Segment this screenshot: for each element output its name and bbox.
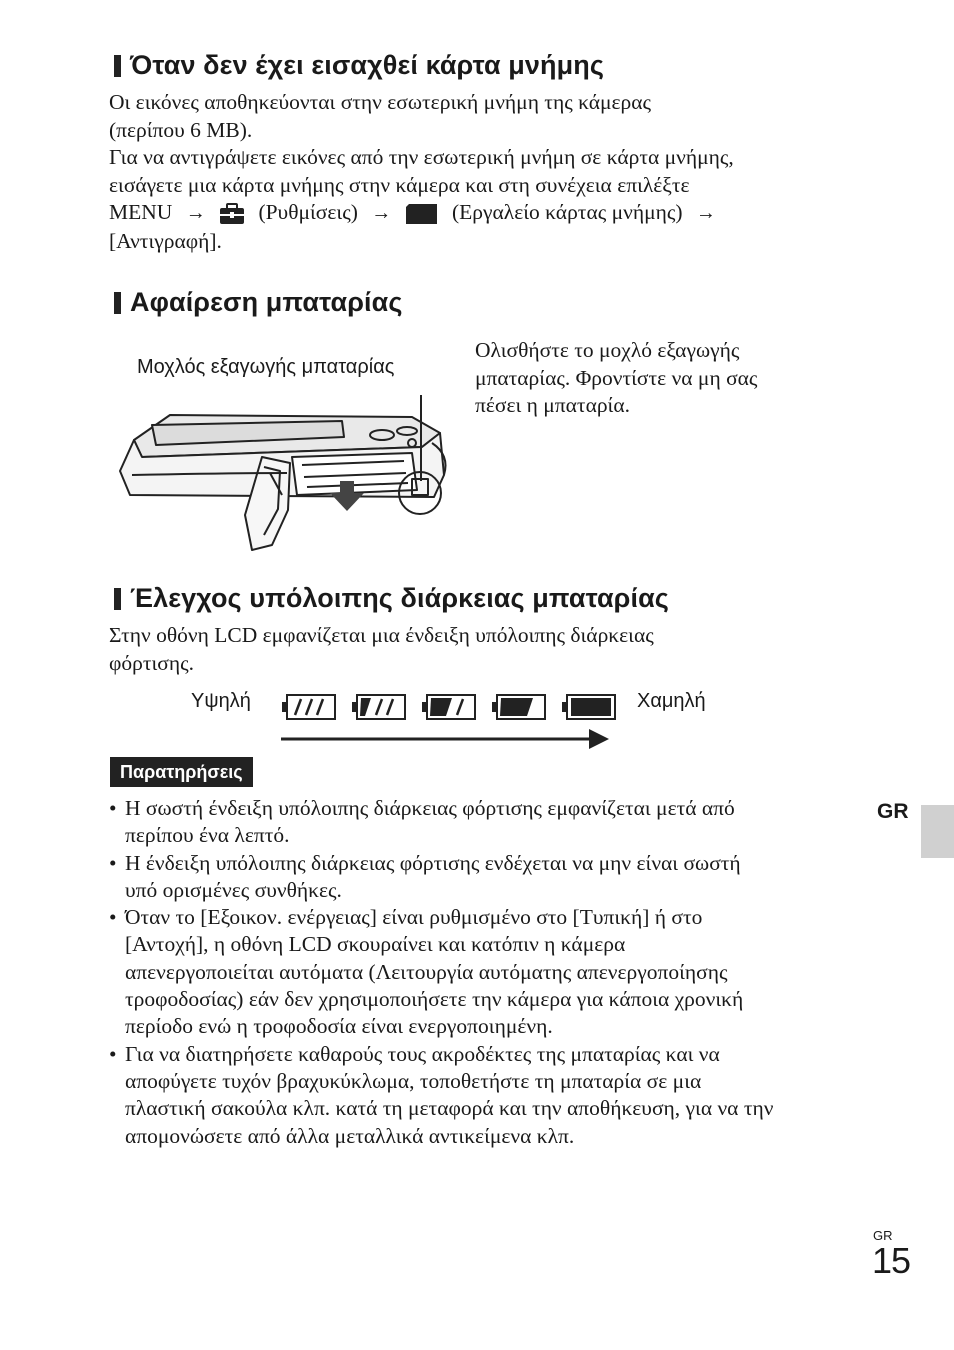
heading-text: Αφαίρεση μπαταρίας — [130, 287, 403, 317]
text-line: [Αντοχή], η οθόνη LCD σκουραίνει και κατόπιν η κάμερα — [125, 932, 626, 957]
text-line: αποφύγετε τυχόν βραχυκύκλωμα, τοποθετήστε τη μπαταρία σε μια — [125, 1068, 702, 1093]
square-marker-icon — [110, 292, 121, 314]
camera-illustration — [112, 385, 457, 555]
heading-remove-battery — [110, 287, 402, 318]
battery-icon — [421, 693, 477, 721]
heading-text: Έλεγχος υπόλοιπης διάρκειας μπαταρίας — [130, 583, 669, 613]
toolbox-icon — [219, 203, 245, 225]
text-line: Η σωστή ένδειξη υπόλοιπης διάρκειας φόρτισης εμφανίζεται μετά από — [125, 796, 735, 820]
page-number: 15 — [872, 1240, 911, 1281]
text-line: Ολισθήστε το μοχλό εξαγωγής — [475, 338, 740, 362]
footer-lang: GR — [873, 1228, 893, 1243]
battery-icon — [491, 693, 547, 721]
list-item: • Για να διατηρήσετε καθαρούς τους ακροδέκτες της μπαταρίας και να αποφύγετε τυχόν βραχυκύκλωμα, τοποθετήστε τη μπαταρία σε μια πλαστική σακούλα κλπ. κατά τη μεταφορά και την αποθήκευση, για να την απομονώσετε από άλλα μεταλλικά αντικείμενα κλπ. — [109, 1041, 773, 1150]
copy-item: [Αντιγραφή]. — [109, 228, 222, 253]
battery-icon — [281, 693, 337, 721]
text-line: Για να διατηρήσετε καθαρούς τους ακροδέκτες της μπαταρίας και να — [125, 1041, 720, 1066]
arrow-right-icon — [281, 727, 611, 751]
notes-badge: Παρατηρήσεις — [110, 757, 253, 787]
list-item: • Όταν το [Εξοικον. ενέργειας] είναι ρυθμισμένο στο [Τυπική] ή στο [Αντοχή], η οθόνη LCD σκουραίνει και κατόπιν η κάμερα απενεργοποιείται αυτόματα (Λειτουργία αυτόματης απενεργοποίησης τροφοδοσίας) εάν δεν χρησιμοποιήσετε την κάμερα για κάποια χρονική περίοδο ενώ η τροφοδοσία είναι ενεργοποιημένη. — [109, 904, 773, 1040]
text-line: υπό ορισμένες συνθήκες. — [125, 877, 342, 902]
text-line: απενεργοποιείται αυτόματα (Λειτουργία αυτόματης απενεργοποίησης — [125, 959, 728, 984]
list-item: • Η ένδειξη υπόλοιπης διάρκειας φόρτισης ενδέχεται να μην είναι σωστή υπό ορισμένες συνθήκες. — [109, 850, 773, 905]
arrow-right-icon: → — [185, 202, 206, 224]
arrow-right-icon: → — [695, 202, 716, 224]
paragraph-remove-battery — [475, 337, 757, 420]
side-tab-label: GR — [877, 800, 909, 823]
menu-word: MENU — [109, 200, 173, 224]
text-line: μπαταρίας. Φροντίστε να μη σας — [475, 365, 758, 390]
text-line: απομονώσετε από άλλα μεταλλικά αντικείμενα κλπ. — [125, 1123, 575, 1148]
settings-label: (Ρυθμίσεις) — [258, 200, 358, 224]
menu-path — [109, 199, 734, 228]
notes-list — [109, 795, 773, 1150]
square-marker-icon — [110, 588, 121, 610]
text-line: εισάγετε μια κάρτα μνήμης στην κάμερα και στη συνέχεια επιλέξτε — [109, 172, 690, 197]
card-tool-label: (Εργαλείο κάρτας μνήμης) — [452, 200, 683, 224]
high-label: Υψηλή — [191, 690, 251, 712]
text-line: πλαστική σακούλα κλπ. κατά τη μεταφορά και την αποθήκευση, για να την — [125, 1096, 774, 1121]
text-line: (περίπου 6 MB). — [109, 117, 253, 142]
text-line: φόρτισης. — [109, 650, 195, 675]
text-line: Στην οθόνη LCD εμφανίζεται μια ένδειξη υπόλοιπης διάρκειας — [109, 623, 654, 647]
text-line: περίπου ένα λεπτό. — [125, 823, 290, 848]
list-item: • Η σωστή ένδειξη υπόλοιπης διάρκειας φόρτισης εμφανίζεται μετά από περίπου ένα λεπτό. — [109, 795, 773, 850]
battery-icon — [561, 693, 617, 721]
text-line: Η ένδειξη υπόλοιπης διάρκειας φόρτισης ενδέχεται να μην είναι σωστή — [125, 850, 741, 875]
text-line: Όταν το [Εξοικον. ενέργειας] είναι ρυθμισμένο στο [Τυπική] ή στο — [125, 905, 703, 930]
square-marker-icon — [110, 55, 121, 77]
heading-text: Όταν δεν έχει εισαχθεί κάρτα μνήμης — [130, 50, 604, 80]
text-line: τροφοδοσίας) εάν δεν χρησιμοποιήσετε την κάμερα για κάποια χρονική — [125, 987, 744, 1012]
battery-icon — [351, 693, 407, 721]
heading-no-memory-card — [110, 50, 604, 81]
text-line: περίοδο ενώ η τροφοδοσία είναι ενεργοποιημένη. — [125, 1014, 553, 1039]
text-line: Οι εικόνες αποθηκεύονται στην εσωτερική μνήμη της κάμερας — [109, 90, 652, 114]
arrow-right-icon: → — [371, 202, 392, 224]
lever-label: Μοχλός εξαγωγής μπαταρίας — [137, 356, 395, 378]
text-line: πέσει η μπαταρία. — [475, 393, 630, 417]
paragraph-no-memory-card — [109, 89, 734, 255]
paragraph-battery-check — [109, 622, 654, 677]
text-line: Για να αντιγράψετε εικόνες από την εσωτερική μνήμη σε κάρτα μνήμης, — [109, 145, 734, 169]
low-label: Χαμηλή — [637, 690, 706, 712]
side-tab — [921, 805, 954, 858]
heading-battery-check — [110, 583, 669, 614]
memory-card-icon — [405, 203, 439, 225]
